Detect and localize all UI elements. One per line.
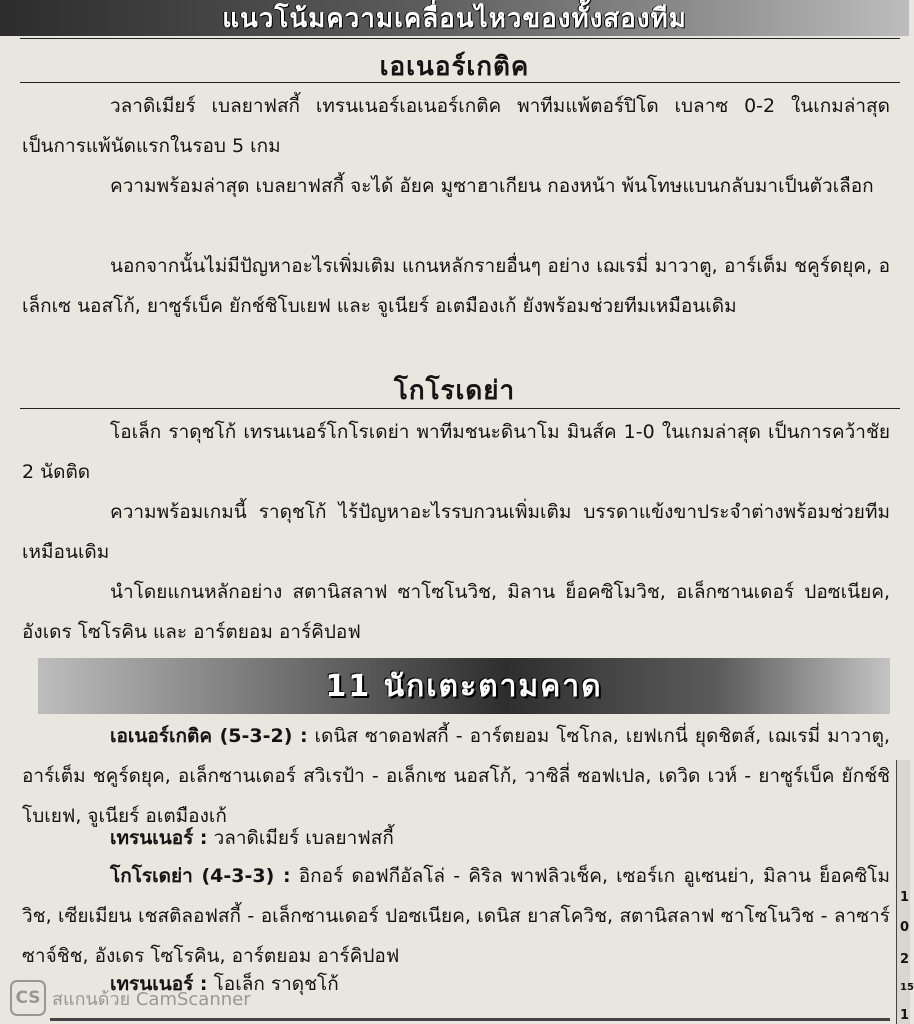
coach-home [22, 818, 890, 858]
coach-label: เทรนเนอร์ : [110, 973, 208, 995]
divider [20, 408, 900, 409]
edge-mark: 1 [900, 1008, 910, 1023]
paragraph: วลาดิเมียร์ เบลยาฟสกี้ เทรนเนอร์เอเนอร์เกติค พาทีมแพ้ตอร์ปิโด เบลาซ 0-2 ในเกมล่าสุด เป็นการแพ้นัดแรกในรอบ 5 เกม [22, 95, 890, 157]
coach-name: วลาดิเมียร์ เบลยาฟสกี้ [213, 827, 394, 849]
camscanner-watermark [10, 980, 251, 1016]
header-banner [0, 0, 909, 36]
lineup-away [22, 856, 890, 976]
coach-label: เทรนเนอร์ : [110, 827, 208, 849]
watermark-text: สแกนด้วย CamScanner [52, 988, 251, 1010]
divider [50, 1018, 890, 1021]
edge-mark: 1 [900, 890, 910, 905]
section-title-energetik: เอเนอร์เกติค [379, 52, 530, 82]
coach-name: โอเล็ก ราดุชโก้ [213, 973, 339, 995]
lineup-away-team: โกโรเดย่า (4-3-3) : [110, 865, 291, 887]
paragraph: ความพร้อมล่าสุด เบลยาฟสกี้ จะได้ อัยค มูซาฮาเกียน กองหน้า พ้นโทษแบนกลับมาเป็นตัวเลือก [110, 175, 874, 197]
lineups-banner [38, 658, 890, 714]
lineups-title: 11 นักเตะตามคาด [325, 668, 603, 704]
divider [20, 82, 900, 83]
edge-mark: 0 [900, 920, 910, 935]
paragraph: ความพร้อมเกมนี้ ราดุชโก้ ไร้ปัญหาอะไรรบกวนเพิ่มเติม บรรดาแข้งขาประจำต่างพร้อมช่วยทีมเหมือนเดิม [22, 501, 890, 563]
paragraph: นำโดยแกนหลักอย่าง สตานิสลาฟ ซาโซโนวิช, มิลาน ย็อคซิโมวิช, อเล็กซานเดอร์ ปอซเนียค, อังเดร โซโรคิน และ อาร์ตยอม อาร์คิปอฟ [22, 581, 890, 643]
edge-mark: 15 [900, 982, 914, 993]
lineup-away-players: อิกอร์ ดอฟกีอัลโล่ - คิริล พาฟลิวเช็ค, เซอร์เก อูเซนย่า, มิลาน ย็อคซิโมวิช, เซียเมียน เชสติลอฟสกี้ - อเล็กซานเดอร์ ปอซเนียค, เดนิส ยาสโควิช, สตานิสลาฟ ซาโซโนวิช - ลาซาร์ ซาจ์ชิช, อังเดร โซโรคิน, อาร์ตยอม อาร์คิปอฟ [22, 865, 890, 967]
lineup-home-team: เอเนอร์เกติค (5-3-2) : [110, 725, 308, 747]
camscanner-logo-icon: CS [10, 980, 46, 1016]
header-banner-text: แนวโน้มความเคลื่อนไหวของทั้งสองทีม [222, 3, 687, 34]
paragraph: นอกจากนั้นไม่มีปัญหาอะไรเพิ่มเติม แกนหลักรายอื่นๆ อย่าง เฌเรมี่ มาวาตู, อาร์เต็ม ชคูร์ดยุค, อเล็กเซ นอสโก้, ยาซูร์เบ็ค ยักช์ชิโบเยฟ และ จูเนียร์ อเตมืองเก้ ยังพร้อมช่วยทีมเหมือนเดิม [22, 255, 890, 317]
section-title-gorodeya: โกโรเดย่า [393, 376, 516, 406]
lineup-home-players: เดนิส ซาดอฟสกี้ - อาร์ตยอม โซโกล, เยฟเกนี่ ยุดชิตส์, เฌเรมี่ มาวาตู, อาร์เต็ม ชคูร์ดยุค, อเล็กซานเดอร์ สวิเรป้า - อเล็กเซ นอสโก้, วาซิลี่ ซอฟเปล, เดวิด เวห์ - ยาซูร์เบ็ค ยักช์ชิโบเยฟ, จูเนียร์ อเตมืองเก้ [22, 725, 890, 827]
divider [20, 38, 900, 39]
edge-mark: 2 [900, 952, 910, 967]
adjacent-page-edge [896, 760, 914, 1024]
paragraph: โอเล็ก ราดุชโก้ เทรนเนอร์โกโรเดย่า พาทีมชนะดินาโม มินส์ค 1-0 ในเกมล่าสุด เป็นการคว้าชัย 2 นัดติด [22, 421, 890, 483]
